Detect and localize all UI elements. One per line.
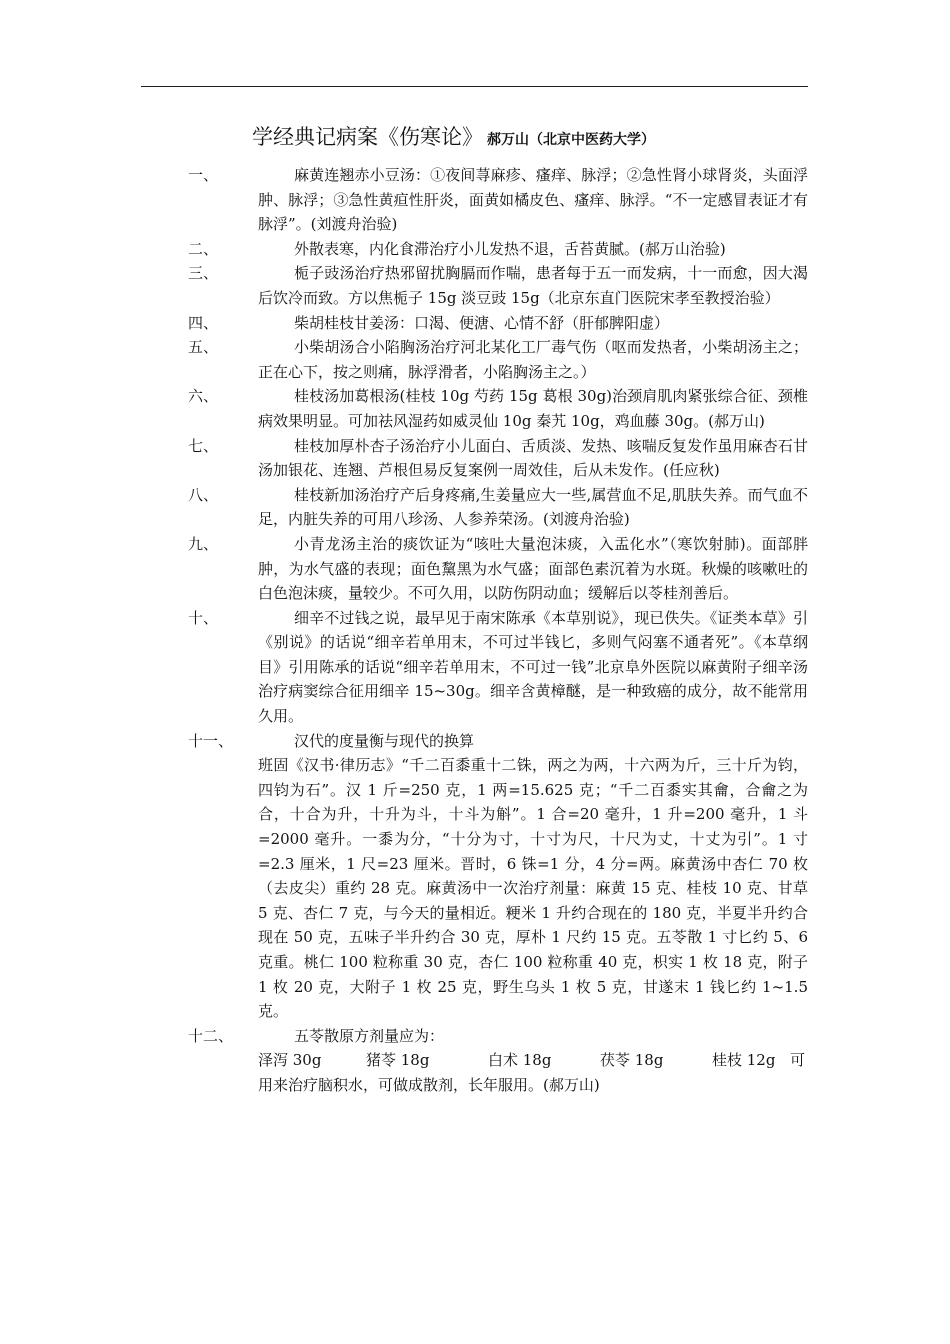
case-number: 一、 (188, 166, 219, 184)
herb-item: 桂枝 12g (712, 1051, 776, 1070)
case-item (0, 532, 950, 606)
case-text: 小柴胡汤合小陷胸汤治疗河北某化工厂毒气伤（呕而发热者，小柴胡汤主之；正在心下，按之则痛，脉浮滑者，小陷胸汤主之。） (258, 338, 808, 381)
case-number: 二、 (188, 239, 219, 258)
case-text: 用来治疗脑积水，可做成散剂，长年服用。(郝万山) (258, 1075, 600, 1094)
case-item (0, 606, 950, 729)
case-item (0, 311, 950, 336)
case-text: 班固《汉书·律历志》“千二百黍重十二铢，两之为两，十六两为斤，三十斤为钧，四钧为石”。汉 1 斤=250 克，1 两=15.625 克；“千二百黍实其龠，合龠之为合，十合为升，十升为斗，十斗为斛”。1 合=20 毫升，1 升=200 毫升，1 斗=2000 毫升。一黍为分，“十分为寸，十寸为尺，十尺为丈，十丈为引”。1 寸=2.3 厘米，1 尺=23 厘米。晋时，6 铢=1 分，4 分=两。麻黄汤中杏仁 70 枚（去皮尖）重约 28 克。麻黄汤中一次治疗剂量：麻黄 15 克、桂枝 10 克、甘草 5 克、杏仁 7 克，与今天的量相近。粳米 1 升约合现在的 180 克，半夏半升约合现在 50 克，五味子半升约合 30 克，厚朴 1 尺约 15 克。五苓散 1 寸匕约 5、6 克重。桃仁 100 粒称重 30 克，杏仁 100 粒称重 40 克，枳实 1 枚 18 克，附子 1 枚 20 克，大附子 1 枚 25 克，野生乌头 1 枚 5 克，甘遂末 1 钱匕约 1~1.5 克。 (258, 756, 808, 1021)
document-title (252, 121, 812, 156)
case-text: 桂枝新加汤治疗产后身疼痛,生姜量应大一些,属营血不足,肌肤失养。而气血不足，内脏失养的可用八珍汤、人参养荣汤。(刘渡舟治验) (258, 485, 808, 529)
case-item (0, 335, 950, 384)
case-heading: 汉代的度量衡与现代的换算 (294, 731, 475, 750)
herb-trailing-text: 可 (790, 1051, 806, 1070)
herb-list (258, 1048, 808, 1073)
herb-item: 茯苓 18g (600, 1051, 664, 1070)
case-number: 十二、 (188, 1026, 234, 1045)
herb-item: 猪苓 18g (366, 1051, 430, 1070)
case-number: 十、 (188, 608, 219, 627)
case-text: 桂枝汤加葛根汤(桂枝 10g 芍药 15g 葛根 30g)治颈肩肌肉紧张综合征、颈椎病效果明显。可加祛风湿药如威灵仙 10g 秦艽 10g，鸡血藤 30g。(郝万山) (258, 387, 808, 430)
case-text: 桂枝加厚朴杏子汤治疗小儿面白、舌质淡、发热、咳喘反复发作虽用麻杏石甘汤加银花、连翘、芦根但易反复案例一周效佳，后从未发作。(任应秋) (258, 436, 808, 480)
case-number: 十一、 (188, 731, 234, 750)
author-text: 郝万山（北京中医药大学） (487, 132, 655, 148)
case-number: 六、 (188, 387, 219, 406)
case-text: 柴胡桂枝甘姜汤：口渴、便溏、心情不舒（肝郁脾阳虚） (294, 313, 670, 332)
case-number: 四、 (188, 313, 219, 332)
case-list (0, 163, 950, 1098)
herb-item: 白术 18g (488, 1051, 552, 1070)
case-item (0, 384, 950, 433)
case-item-measures (0, 729, 950, 1024)
case-text: 细辛不过钱之说，最早见于南宋陈承《本草别说》，现已佚失。《证类本草》引《别说》的话说“细辛若单用末，不可过半钱匕，多则气闷塞不通者死”。《本草纲目》引用陈承的话说“细辛若单用末，不可过一钱”北京阜外医院以麻黄附子细辛汤治疗病窦综合征用细辛 15~30g。细辛含黄樟醚，是一种致癌的成分，故不能常用久用。 (258, 608, 808, 726)
case-heading: 五苓散原方剂量应为： (294, 1026, 445, 1045)
case-number: 三、 (188, 264, 219, 283)
case-item (0, 237, 950, 262)
case-number: 九、 (188, 534, 219, 553)
case-text: 小青龙汤主治的痰饮证为“咳吐大量泡沫痰，入盂化水”（寒饮射肺)。面部胖肿，为水气盛的表现；面色黧黑为水气盛；面部色素沉着为水斑。秋燥的咳嗽吐的白色泡沫痰，量较少。不可久用，以防伤阴动血；缓解后以苓桂剂善后。 (258, 534, 808, 603)
case-text: 栀子豉汤治疗热邪留扰胸膈而作喘，患者每于五一而发病，十一而愈，因大渴后饮冷而致。方以焦栀子 15g 淡豆豉 15g（北京东直门医院宋孝至教授治验） (258, 264, 808, 307)
top-rule (141, 86, 808, 87)
case-text: 外散表寒，内化食滞治疗小儿发热不退，舌苔黄腻。(郝万山治验) (294, 239, 726, 258)
case-number: 七、 (188, 436, 219, 455)
case-number: 八、 (188, 485, 219, 504)
case-item (0, 163, 950, 237)
case-item (0, 434, 950, 483)
case-item-wuling (0, 1024, 950, 1098)
case-item (0, 261, 950, 310)
title-text: 学经典记病案《伤寒论》 (252, 125, 483, 149)
case-number: 五、 (188, 338, 219, 357)
herb-item: 泽泻 30g (258, 1051, 322, 1070)
case-item (0, 483, 950, 532)
case-text: 麻黄连翘赤小豆汤：①夜间荨麻疹、瘙痒、脉浮；②急性肾小球肾炎，头面浮肿、脉浮；③急性黄疸性肝炎，面黄如橘皮色、瘙痒、脉浮。“不一定感冒表证才有脉浮”。(刘渡舟治验) (258, 166, 808, 234)
